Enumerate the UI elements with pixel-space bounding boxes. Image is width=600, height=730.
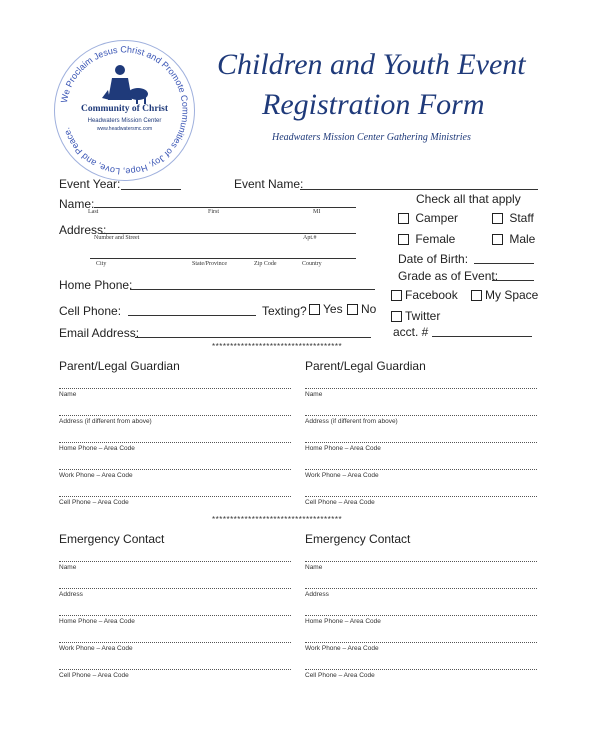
emergency-right-caption-4: Cell Phone – Area Code [305,672,375,679]
acct-label: acct. # [393,325,429,339]
svg-text:We Proclaim Jesus Christ and P: We Proclaim Jesus Christ and Promote Communities of Joy, Hope, Love, and Peace. [58,44,191,177]
staff-checkbox[interactable] [492,213,503,224]
guardian-heading-left: Parent/Legal Guardian [59,359,180,373]
grade-field[interactable] [492,280,534,281]
guardian-left-field-4[interactable] [59,496,291,497]
emergency-left-field-4[interactable] [59,669,291,670]
check-all-label: Check all that apply [416,192,521,206]
guardian-left-caption-1: Address (if different from above) [59,418,152,425]
cell-phone-label: Cell Phone: [59,304,122,318]
camper-option[interactable] [398,211,458,225]
guardian-right-caption-4: Cell Phone – Area Code [305,499,375,506]
emergency-right-field-0[interactable] [305,561,537,562]
emergency-right-field-1[interactable] [305,588,537,589]
address-street-caption: Number and Street [94,235,140,241]
address-city-field[interactable] [90,258,356,259]
guardian-left-field-3[interactable] [59,469,291,470]
facebook-checkbox[interactable] [391,290,402,301]
address-city-caption: City [96,261,107,267]
guardian-left-field-0[interactable] [59,388,291,389]
emergency-right-field-3[interactable] [305,642,537,643]
guardian-right-field-0[interactable] [305,388,537,389]
guardian-left-caption-4: Cell Phone – Area Code [59,499,129,506]
texting-no-option[interactable] [347,302,376,316]
guardian-left-caption-3: Work Phone – Area Code [59,472,133,479]
emergency-right-caption-3: Work Phone – Area Code [305,645,379,652]
guardian-heading-right: Parent/Legal Guardian [305,359,426,373]
form-title-line2: Registration Form [262,88,485,121]
home-phone-label: Home Phone: [59,278,133,292]
staff-option[interactable] [492,211,534,225]
emergency-left-caption-2: Home Phone – Area Code [59,618,135,625]
twitter-label: Twitter [405,309,441,323]
emergency-left-field-0[interactable] [59,561,291,562]
facebook-label: Facebook [405,288,458,302]
logo [52,38,197,183]
guardian-right-caption-2: Home Phone – Area Code [305,445,381,452]
form-subtitle: Headwaters Mission Center Gathering Ministries [272,132,471,143]
event-year-label: Event Year: [59,177,121,191]
event-name-field[interactable] [300,189,538,190]
logo-center-name: Headwaters Mission Center [87,118,162,124]
camper-checkbox[interactable] [398,213,409,224]
acct-field[interactable] [432,336,532,337]
dob-label: Date of Birth: [398,252,469,266]
female-label: Female [415,232,456,246]
name-field[interactable] [94,207,356,208]
address-apt-caption: Apt.# [303,235,317,241]
address-state-caption: State/Province [192,261,227,267]
home-phone-field[interactable] [130,289,375,290]
guardian-left-field-2[interactable] [59,442,291,443]
texting-yes-option[interactable] [309,302,343,316]
guardian-right-field-2[interactable] [305,442,537,443]
guardian-right-field-3[interactable] [305,469,537,470]
guardian-left-caption-2: Home Phone – Area Code [59,445,135,452]
camper-label: Camper [415,211,459,225]
texting-yes-label: Yes [323,302,343,316]
guardian-right-caption-3: Work Phone – Area Code [305,472,379,479]
name-mi-caption: MI [313,209,321,215]
cell-phone-field[interactable] [128,315,256,316]
emergency-right-caption-2: Home Phone – Area Code [305,618,381,625]
female-checkbox[interactable] [398,234,409,245]
address-street-field[interactable] [100,233,356,234]
emergency-left-caption-1: Address [59,591,83,598]
male-checkbox[interactable] [492,234,503,245]
address-country-caption: Country [302,261,322,267]
event-year-field[interactable] [121,189,181,190]
guardian-right-field-1[interactable] [305,415,537,416]
emergency-right-field-2[interactable] [305,615,537,616]
logo-org-name: Community of Christ [80,104,169,114]
guardian-right-caption-1: Address (if different from above) [305,418,398,425]
email-field[interactable] [135,337,371,338]
myspace-option[interactable] [471,288,538,302]
emergency-left-field-1[interactable] [59,588,291,589]
guardian-left-caption-0: Name [59,391,77,398]
twitter-checkbox[interactable] [391,311,402,322]
facebook-option[interactable] [391,288,458,302]
staff-label: Staff [509,211,534,225]
email-label: Email Address: [59,326,140,340]
emergency-left-field-2[interactable] [59,615,291,616]
emergency-left-caption-4: Cell Phone – Area Code [59,672,129,679]
twitter-option[interactable] [391,309,440,323]
emergency-right-caption-0: Name [305,564,323,571]
dob-field[interactable] [474,263,534,264]
texting-yes-checkbox[interactable] [309,304,320,315]
grade-label: Grade as of Event: [398,269,499,283]
address-zip-caption: Zip Code [254,261,277,267]
guardian-right-field-4[interactable] [305,496,537,497]
address-label: Address: [59,223,107,237]
myspace-label: My Space [485,288,539,302]
name-last-caption: Last [88,209,99,215]
texting-no-label: No [361,302,377,316]
male-option[interactable] [492,232,535,246]
guardian-left-field-1[interactable] [59,415,291,416]
guardian-right-caption-0: Name [305,391,323,398]
emergency-right-caption-1: Address [305,591,329,598]
emergency-heading-left: Emergency Contact [59,532,165,546]
emergency-left-caption-3: Work Phone – Area Code [59,645,133,652]
logo-url: www.headwatersmc.com [96,126,153,132]
texting-label: Texting? [262,304,307,318]
form-title-line1: Children and Youth Event [217,48,526,81]
emergency-heading-right: Emergency Contact [305,532,411,546]
emergency-left-field-3[interactable] [59,642,291,643]
female-option[interactable] [398,232,455,246]
separator-stars-1: ************************************ [212,342,343,351]
event-name-label: Event Name: [234,177,304,191]
emergency-left-caption-0: Name [59,564,77,571]
male-label: Male [509,232,536,246]
emergency-right-field-4[interactable] [305,669,537,670]
myspace-checkbox[interactable] [471,290,482,301]
separator-stars-2: ************************************ [212,515,343,524]
name-label: Name: [59,197,95,211]
texting-no-checkbox[interactable] [347,304,358,315]
name-first-caption: First [208,209,220,215]
